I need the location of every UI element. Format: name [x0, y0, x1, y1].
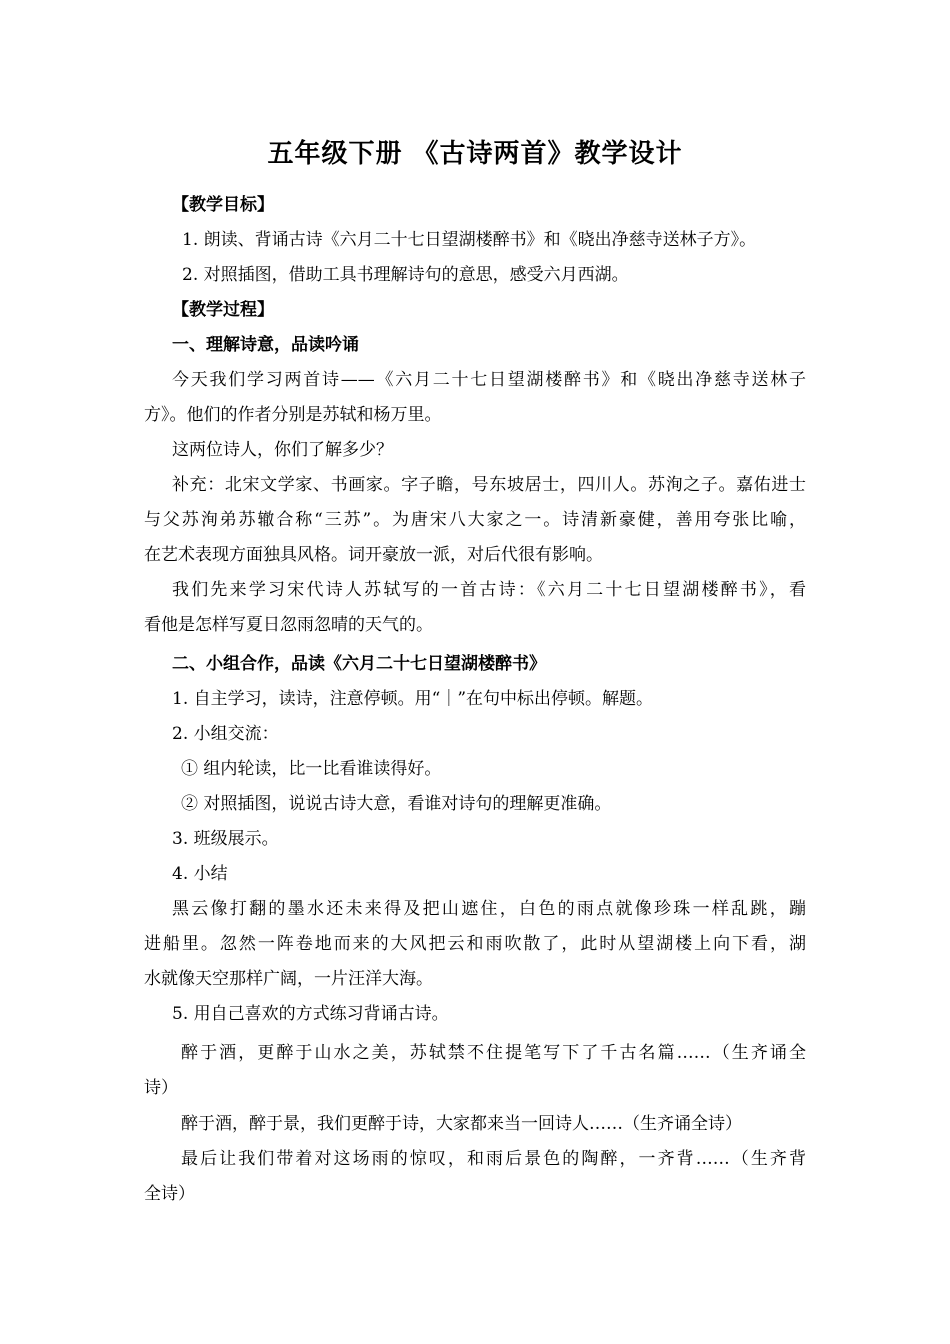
paragraph-line: 醉于酒，更醉于山水之美，苏轼禁不住提笔写下了千古名篇……（生齐诵全 [181, 1043, 806, 1063]
paragraph-line: 进船里。忽然一阵卷地而来的大风把云和雨吹散了，此时从望湖楼上向下看，湖 [144, 934, 806, 954]
paragraph-line: 在艺术表现方面独具风格。词开豪放一派，对后代很有影响。 [144, 545, 603, 565]
paragraph-line: 醉于酒，醉于景，我们更醉于诗，大家都来当一回诗人……（生齐诵全诗） [181, 1114, 742, 1134]
objective-1: 1. 朗读、背诵古诗《六月二十七日望湖楼醉书》和《晓出净慈寺送林子方》。 [182, 230, 757, 250]
sub-step-2: ② 对照插图，说说古诗大意，看谁对诗句的理解更准确。 [181, 794, 612, 814]
paragraph-line: 今天我们学习两首诗——《六月二十七日望湖楼醉书》和《晓出净慈寺送林子 [172, 370, 806, 390]
step-4: 4. 小结 [172, 864, 228, 884]
step-1: 1. 自主学习，读诗，注意停顿。用“｜”在句中标出停顿。解题。 [172, 689, 654, 709]
paragraph-line: 这两位诗人，你们了解多少？ [172, 440, 393, 460]
step-3: 3. 班级展示。 [172, 829, 279, 849]
part-one-heading: 一、理解诗意，品读吟诵 [172, 335, 359, 355]
document-title: 五年级下册 《古诗两首》教学设计 [267, 139, 683, 169]
paragraph-line: 看他是怎样写夏日忽雨忽晴的天气的。 [144, 615, 433, 635]
step-2: 2. 小组交流： [172, 724, 279, 744]
paragraph-line: 我们先来学习宋代诗人苏轼写的一首古诗：《六月二十七日望湖楼醉书》，看 [172, 580, 806, 600]
paragraph-line: 与父苏洵弟苏辙合称“三苏”。为唐宋八大家之一。诗清新豪健，善用夸张比喻， [144, 510, 806, 530]
paragraph-line: 方》。他们的作者分别是苏轼和杨万里。 [144, 405, 442, 425]
section-heading-process: 【教学过程】 [172, 300, 274, 320]
paragraph-line: 水就像天空那样广阔，一片汪洋大海。 [144, 969, 433, 989]
part-two-heading: 二、小组合作，品读《六月二十七日望湖楼醉书》 [172, 654, 546, 674]
paragraph-line: 诗） [144, 1078, 178, 1098]
sub-step-1: ① 组内轮读，比一比看谁读得好。 [181, 759, 442, 779]
paragraph-line: 补充：北宋文学家、书画家。字子瞻，号东坡居士，四川人。苏洵之子。嘉佑进士 [172, 475, 806, 495]
section-heading-objectives: 【教学目标】 [172, 195, 274, 215]
objective-2: 2. 对照插图，借助工具书理解诗句的意思，感受六月西湖。 [182, 265, 629, 285]
paragraph-line: 黑云像打翻的墨水还未来得及把山遮住，白色的雨点就像珍珠一样乱跳，蹦 [172, 899, 806, 919]
paragraph-line: 最后让我们带着对这场雨的惊叹，和雨后景色的陶醉，一齐背……（生齐背 [181, 1149, 806, 1169]
paragraph-line: 全诗） [144, 1184, 195, 1204]
step-5: 5. 用自己喜欢的方式练习背诵古诗。 [172, 1004, 449, 1024]
